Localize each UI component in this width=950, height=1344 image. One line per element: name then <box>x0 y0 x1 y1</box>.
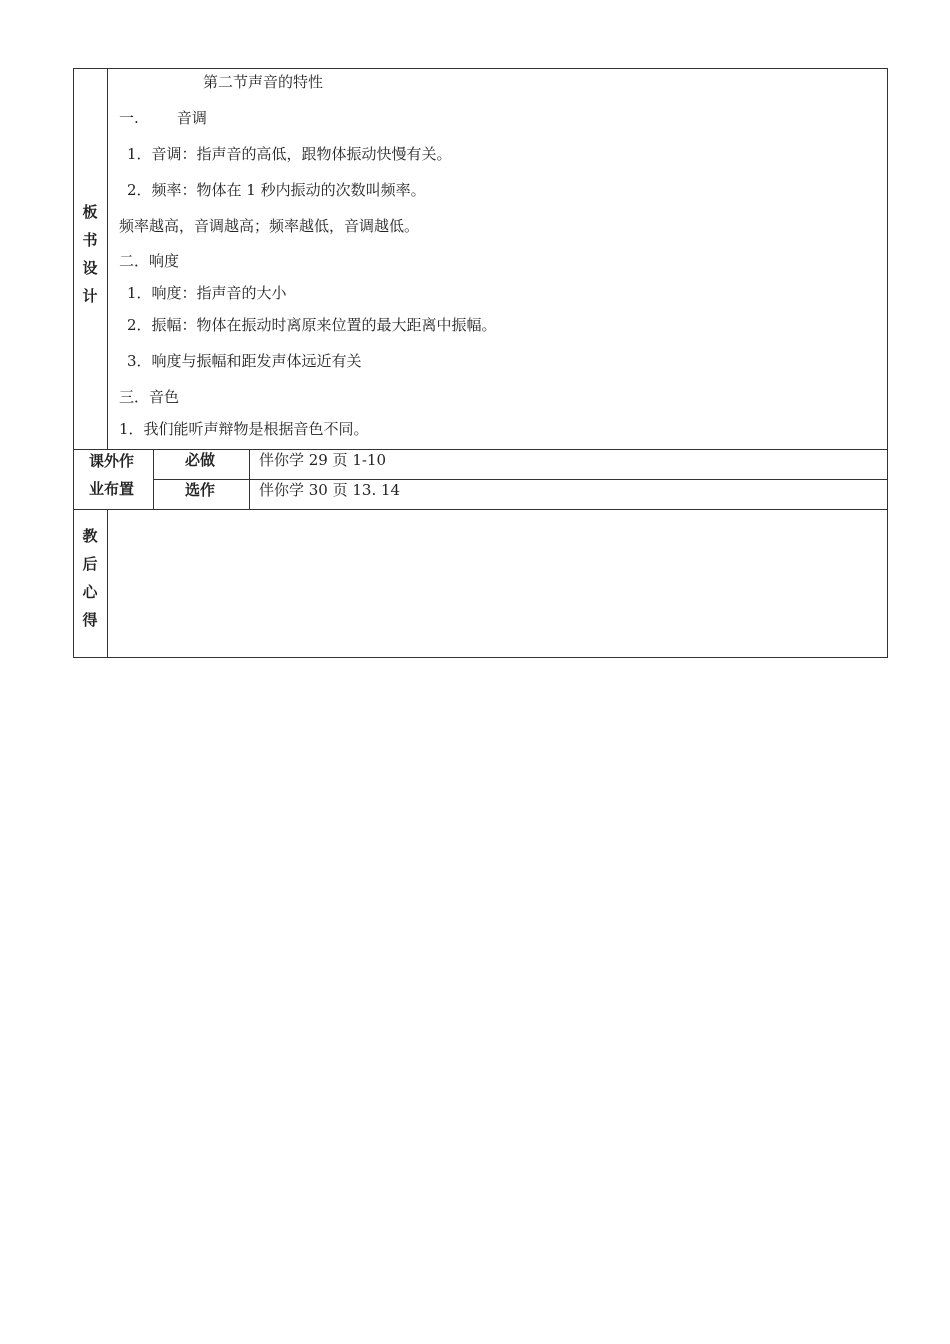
board-line: 频率越高，音调越高；频率越低，音调越低。 <box>119 217 420 235</box>
homework-optional-content: 伴你学 30 页 13. 14 <box>259 481 401 499</box>
board-label-char: 板 <box>82 203 98 221</box>
col-divider-reflection <box>107 509 108 658</box>
board-line: 3．响度与振幅和距发声体远近有关 <box>127 352 362 370</box>
board-title: 第二节声音的特性 <box>203 73 324 91</box>
col-divider-homework-type <box>249 449 250 509</box>
col-divider-homework-label <box>153 449 154 509</box>
board-label-char: 书 <box>82 231 98 249</box>
board-line: 1．我们能听声辩物是根据音色不同。 <box>119 420 369 438</box>
board-line: 2．振幅：物体在振动时离原来位置的最大距离中振幅。 <box>127 316 497 334</box>
board-line: 一. 音调 <box>119 109 207 127</box>
reflection-label-char: 心 <box>82 583 98 601</box>
col-divider-board <box>107 68 108 449</box>
board-line: 2．频率：物体在 1 秒内振动的次数叫频率。 <box>127 181 426 199</box>
board-design-label <box>73 198 107 310</box>
homework-label-line2: 业布置 <box>89 480 135 498</box>
board-line: 二．响度 <box>119 252 180 270</box>
homework-required-content: 伴你学 29 页 1-10 <box>259 451 387 469</box>
homework-required-type: 必做 <box>185 451 216 469</box>
board-line: 1．响度：指声音的大小 <box>127 284 287 302</box>
board-label-char: 设 <box>82 259 98 277</box>
reflection-label-char: 教 <box>82 527 98 545</box>
row-divider-homework-reflection <box>73 509 888 510</box>
homework-optional-type: 选作 <box>185 481 216 499</box>
board-label-char: 计 <box>82 287 98 305</box>
reflection-label-char: 后 <box>82 555 98 573</box>
homework-label-line1: 课外作 <box>89 452 135 470</box>
reflection-label-char: 得 <box>82 611 98 629</box>
board-line: 三．音色 <box>119 388 180 406</box>
reflection-label <box>73 522 107 634</box>
board-line: 1．音调：指声音的高低，跟物体振动快慢有关。 <box>127 145 452 163</box>
